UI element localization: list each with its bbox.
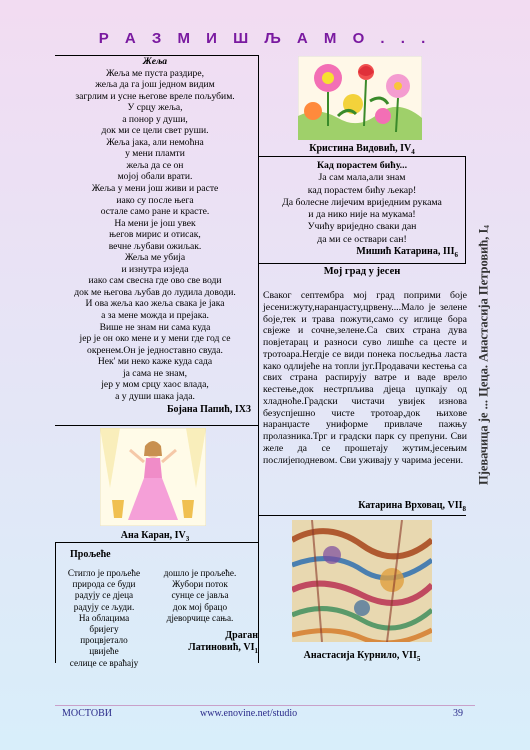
poem-zelja bbox=[55, 56, 255, 416]
essay-author-text: Катарина Врховац, VII bbox=[358, 500, 463, 511]
poem-line: Жеља јака, али немоћна bbox=[106, 136, 204, 148]
poem3-author bbox=[150, 630, 258, 657]
poem2-line: Да болесне лијечим вриједним рукама bbox=[282, 196, 442, 208]
ana-author-sub: 3 bbox=[185, 535, 190, 543]
anastasija-abstract-painting bbox=[292, 520, 432, 642]
poem3-line: бријегу bbox=[89, 624, 119, 635]
poem-line: а за мене можда и прејака. bbox=[101, 310, 209, 322]
kristina-flowers-painting bbox=[298, 56, 422, 140]
poem-line: Жеља ме убија bbox=[124, 252, 186, 264]
poem2-line: да ми се оствари сан! bbox=[317, 233, 407, 245]
page-number: 39 bbox=[453, 708, 463, 719]
poem-line: Нек' ми неко каже куда сада bbox=[97, 356, 213, 368]
poem3-title: Прољеће bbox=[70, 549, 111, 560]
poem-line: На мени је још увек bbox=[114, 217, 196, 229]
poem-line: У срцу жеља, bbox=[127, 102, 183, 114]
rule-poem1-bottom bbox=[55, 425, 258, 426]
spring-left-border bbox=[55, 542, 56, 663]
poem3-author-first: Драган bbox=[225, 630, 258, 641]
anastasija-author-sub: 5 bbox=[416, 655, 421, 663]
poem-line: И ова жеља као жеља свака је јака bbox=[85, 298, 225, 310]
essay-author-sub: 8 bbox=[462, 505, 466, 513]
poem2-title: Кад порастем бићу... bbox=[316, 160, 408, 171]
poem-line: загрлим и усне његове вреле пољубим. bbox=[75, 90, 235, 102]
ana-dancer-painting bbox=[100, 428, 206, 526]
poem-line: његов мирис и отисак, bbox=[109, 229, 201, 241]
kristina-author-sub: 4 bbox=[411, 148, 415, 156]
poem3-line: природа се буди bbox=[72, 579, 136, 590]
poem-title: Жеља bbox=[142, 56, 168, 67]
poem-line: вечне љубави ожиљак. bbox=[108, 240, 202, 252]
poem2-line: Ја сам мала,али знам bbox=[318, 172, 406, 184]
poem2-line: Учићу вриједно сваки дан bbox=[307, 221, 417, 233]
poem3-line: дјеворчице сања. bbox=[166, 612, 234, 623]
poem-line: жеља да се он bbox=[126, 159, 184, 171]
poem3-line: селице се враћају bbox=[69, 657, 139, 668]
footer-rule bbox=[55, 705, 475, 706]
poem-line: ја сама не знам, bbox=[122, 367, 188, 379]
kristina-author-text: Кристина Видовић, IV bbox=[309, 143, 412, 154]
poem2-lines bbox=[262, 172, 462, 246]
poem3-author-last bbox=[150, 642, 258, 657]
poem2-line: и да нико није на мукама! bbox=[308, 209, 416, 221]
page-title: Р А З М И Ш Љ А М О . . . bbox=[98, 30, 432, 47]
kristina-author bbox=[262, 143, 462, 156]
side-caption-sub: 4 bbox=[483, 225, 491, 229]
poem-author: Бојана Папић, IX3 bbox=[166, 404, 251, 416]
poem3-author-sub: 1 bbox=[254, 647, 258, 655]
essay-text: Сваког септембра мој град поприми боје јесени:жуту,наранџасту,црвену....Мало је зелене боје,тек и трава пожути,само су иглице бора свјеже и сочне,зелене.Са свих страна дува повјетарац и разноси суво лишће са цесте и тротоара.Негдје се види понека посљедња ласта како одлијеће на топли југ.Продавачи кестења са свих страна распирују ватре и ваде врело кестење,док нестрпљива дјеца цупкају од хладноће.Градски чистачи увијек изнова безуспјешно чисте тротоар,док њихове наранџасте униформе привлаче пажњу пролазника.Трг и градски парк су препуни. Сви желе да се прошетају жутим,јесењим послијеподневом. Сви уживају у чарима јесени. bbox=[263, 290, 467, 466]
poem-line: жеља да га још једном видим bbox=[95, 79, 215, 91]
poem3-author-last-text: Латиновић, VI bbox=[188, 642, 255, 653]
rule-essay-bottom bbox=[258, 515, 466, 516]
poem-line: а понор у души, bbox=[122, 113, 188, 125]
poem3-line: процвјетало bbox=[80, 635, 128, 646]
poem-line: мојој обали врати. bbox=[117, 171, 193, 183]
footer-url[interactable]: www.enovine.net/studio bbox=[200, 708, 298, 719]
rule-poem2-bottom bbox=[258, 263, 466, 264]
ana-author-text: Ана Каран, IV bbox=[120, 530, 186, 541]
poem-line: у мени пламти bbox=[125, 148, 185, 160]
footer-magazine: МОСТОВИ bbox=[62, 708, 112, 719]
poem-lines bbox=[55, 68, 255, 403]
poem-line: Више не знам ни сама куда bbox=[99, 321, 211, 333]
poem-line: Жеља ме пуста раздире, bbox=[105, 67, 205, 79]
poem-line: Жеља у мени још живи и расте bbox=[91, 183, 219, 195]
poem3-line: Жубори поток bbox=[172, 579, 228, 590]
poem-line: иако су после њега bbox=[116, 194, 194, 206]
poem2-line: кад порастем бићу љекар! bbox=[307, 184, 417, 196]
poem-line: док ме његова љубав до лудила доводи. bbox=[74, 286, 236, 298]
poem-line: остале само ране и красте. bbox=[100, 206, 210, 218]
essay-author bbox=[262, 500, 466, 513]
poem-line: јер у мом срцу хаос влада, bbox=[101, 379, 209, 391]
poem-line: док ми се цели свет руши. bbox=[101, 125, 209, 137]
poem3-line: Стигло је прољеће bbox=[67, 568, 141, 578]
column-divider bbox=[258, 55, 259, 663]
poem-line: и изнутра изједа bbox=[121, 263, 189, 275]
poem2-author bbox=[262, 246, 462, 261]
anastasija-author-text: Анастасија Курнило, VII bbox=[303, 650, 417, 661]
poem2-author-sub: 6 bbox=[454, 251, 458, 260]
poem3-line: цвијеће bbox=[89, 646, 119, 657]
poem3-line: На облацима bbox=[78, 612, 130, 623]
poem-kad-porastem bbox=[262, 160, 462, 261]
rule-kristina-bottom bbox=[258, 156, 466, 157]
poem2-right-border bbox=[465, 156, 466, 263]
poem3-line: радују се људи. bbox=[73, 601, 135, 612]
side-caption bbox=[474, 185, 494, 525]
poem3-line: док мој брацо bbox=[172, 601, 228, 612]
poem-line: иако сам свесна где ово све води bbox=[88, 275, 222, 287]
essay-title: Мој град у јесен bbox=[323, 266, 401, 277]
poem-line: јер је он око мене и у мени где год се bbox=[79, 333, 231, 345]
poem3-column-1 bbox=[60, 568, 148, 669]
poem-line: окренем.Он је једноставно свуда. bbox=[87, 344, 223, 356]
poem3-line: радују се дјеца bbox=[74, 590, 134, 601]
poem3-column-2 bbox=[150, 568, 250, 624]
ana-author bbox=[55, 530, 255, 543]
side-caption-text: Пјевачица је ... Цеца. Анастасија Петровић, I bbox=[476, 228, 491, 485]
poem2-author-text: Мишић Катарина, III bbox=[356, 246, 455, 258]
poem3-line: дошло је прољеће. bbox=[163, 568, 237, 578]
poem-line: а у души шака јада. bbox=[115, 390, 195, 402]
anastasija-author bbox=[262, 650, 462, 663]
poem3-line: сунце се јавља bbox=[171, 590, 229, 601]
